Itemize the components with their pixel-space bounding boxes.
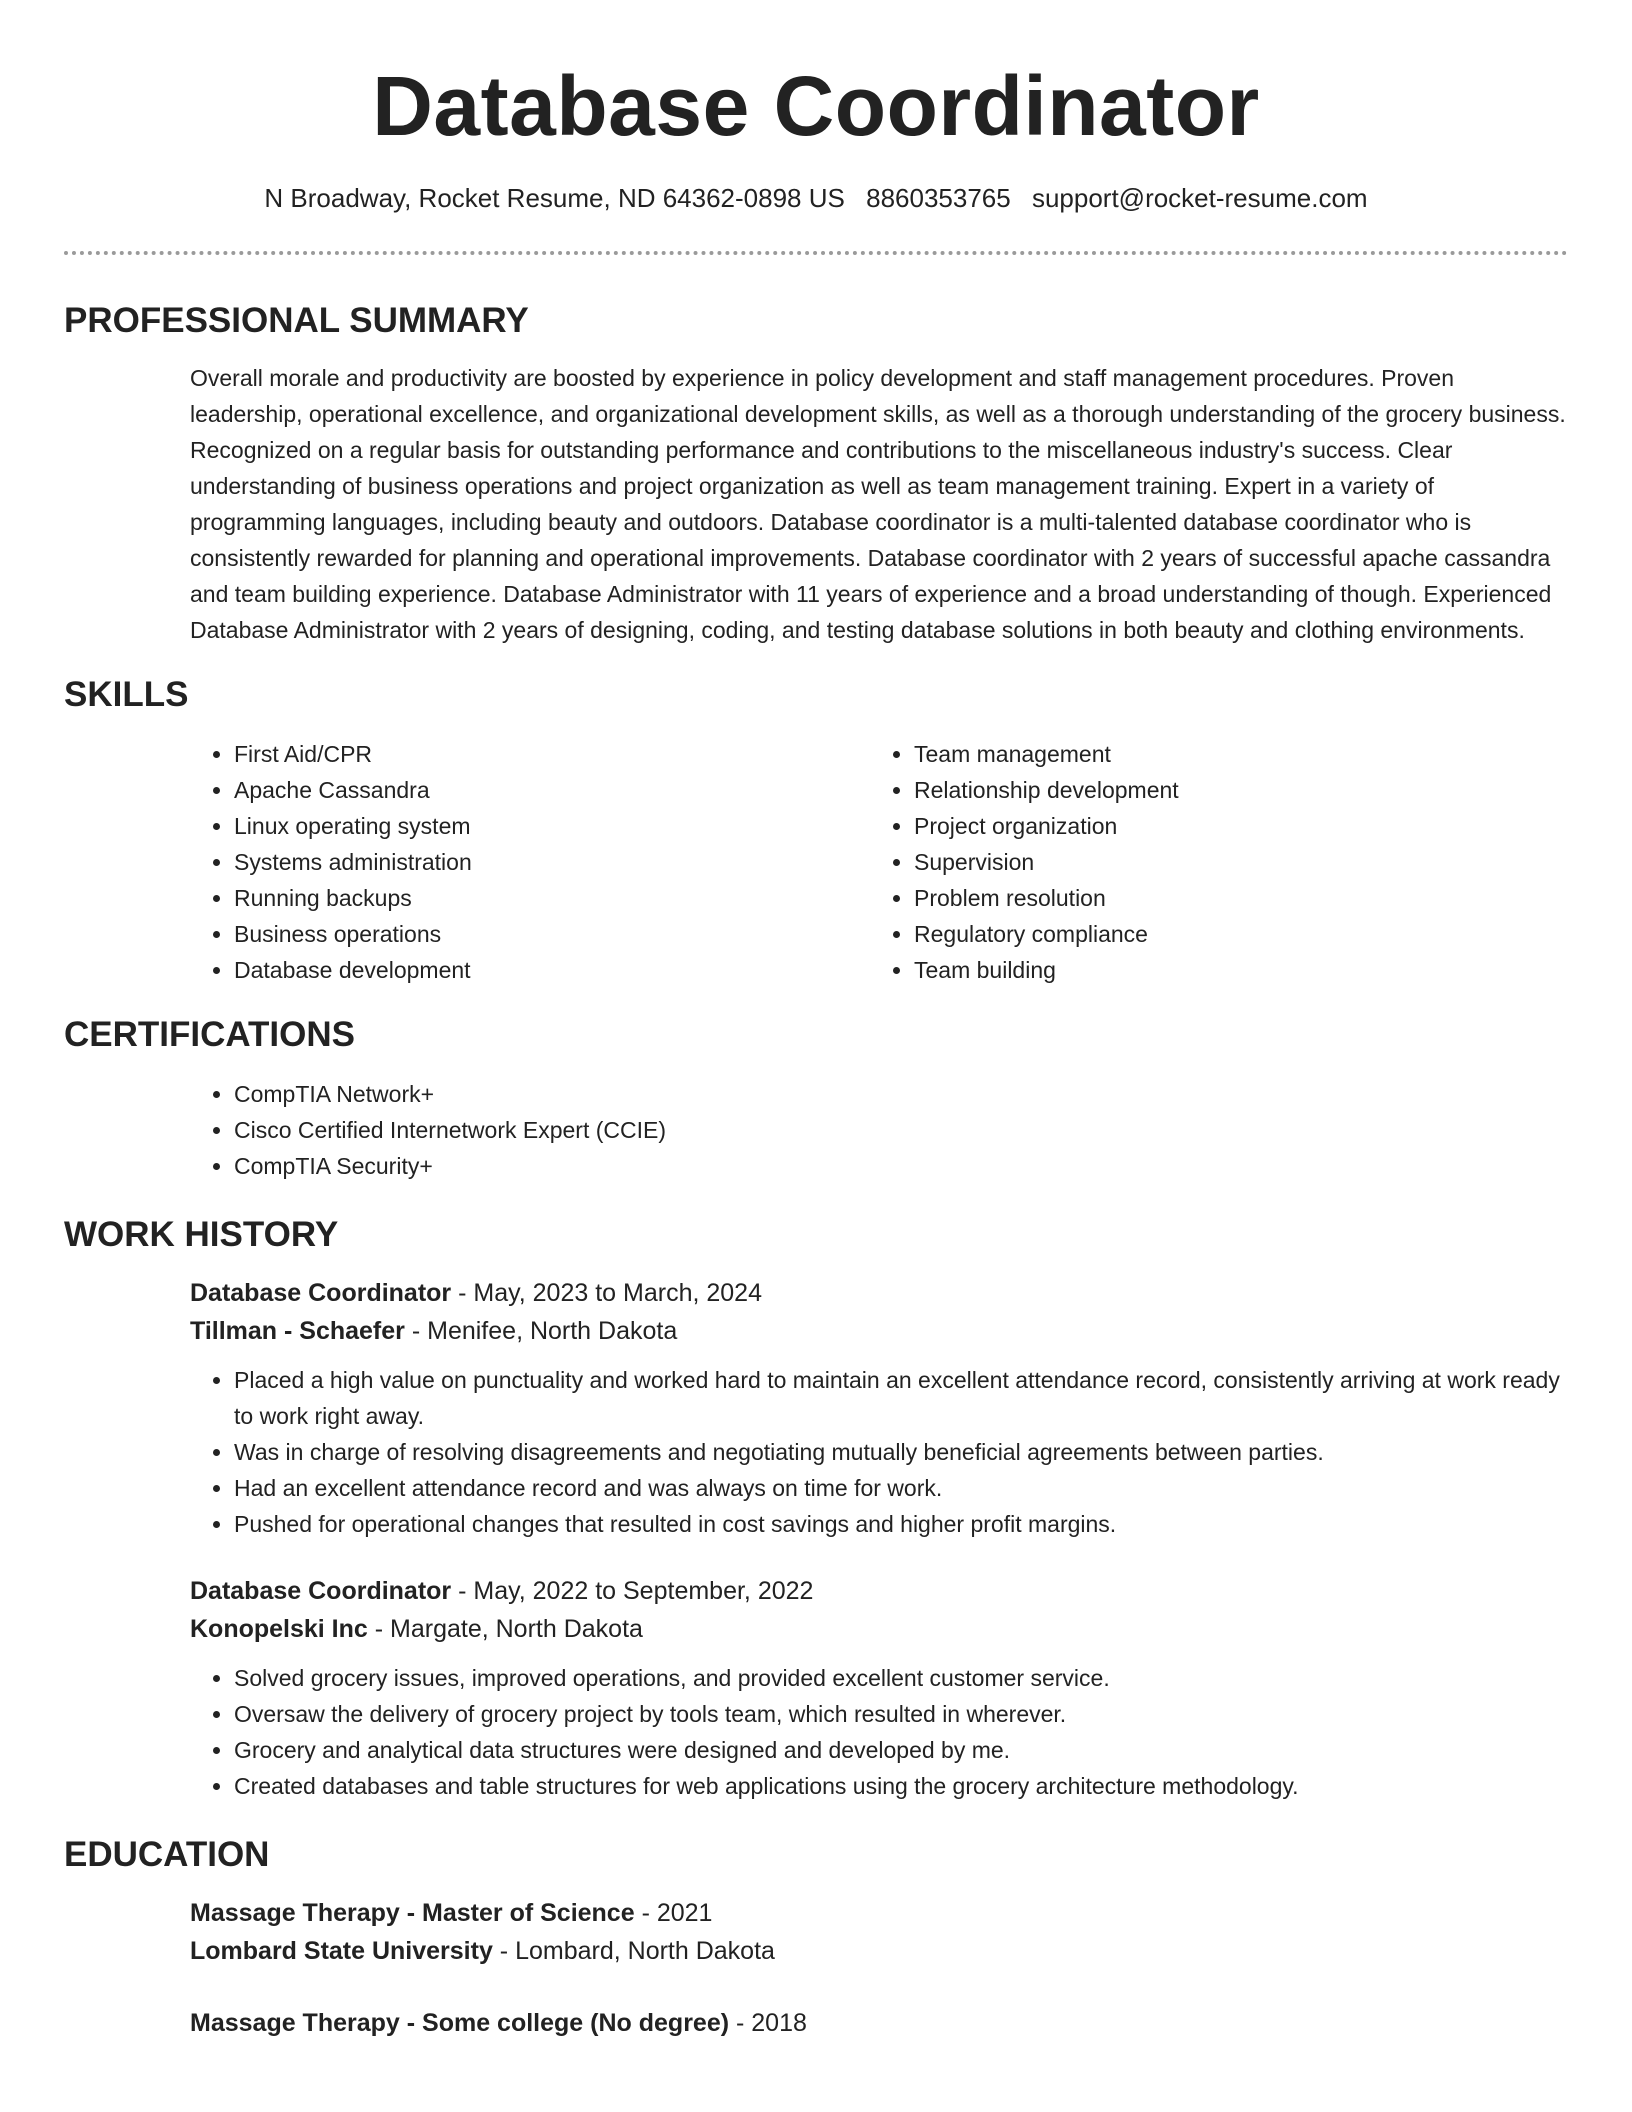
degree-name: Massage Therapy - Some college (No degree) — [190, 2009, 730, 2037]
work-history-section — [64, 1210, 1568, 1804]
contact-address: N Broadway, Rocket Resume, ND 64362-0898 US — [264, 183, 845, 213]
job-bullet: • Created databases and table structures for web applications using the grocery architecture methodology. — [234, 1768, 1568, 1804]
degree-name: Massage Therapy - Master of Science — [190, 1899, 635, 1927]
skill-item: • Business operations — [234, 916, 870, 952]
job-dates: - May, 2022 to September, 2022 — [451, 1577, 814, 1605]
school-line — [190, 1932, 1568, 1970]
degree-year: - 2021 — [634, 1899, 713, 1927]
skill-item: • Project organization — [914, 808, 1550, 844]
job-location: - Margate, North Dakota — [367, 1615, 643, 1643]
skills-section — [64, 670, 1568, 988]
skill-item: • Systems administration — [234, 844, 870, 880]
certifications-title: CERTIFICATIONS — [64, 1015, 356, 1054]
education-title: EDUCATION — [64, 1835, 270, 1874]
skill-item: • Regulatory compliance — [914, 916, 1550, 952]
skill-item: • First Aid/CPR — [234, 736, 870, 772]
certifications-section — [64, 1010, 1568, 1184]
job-entry — [190, 1274, 1568, 1542]
skill-item: • Database development — [234, 952, 870, 988]
job-dates: - May, 2023 to March, 2024 — [451, 1279, 762, 1307]
job-location: - Menifee, North Dakota — [404, 1317, 678, 1345]
resume-content — [64, 296, 1568, 2042]
job-bullet: • Grocery and analytical data structures were designed and developed by me. — [234, 1732, 1568, 1768]
job-bullet: • Was in charge of resolving disagreements and negotiating mutually beneficial agreements between parties. — [234, 1434, 1568, 1470]
degree-line — [190, 2004, 1568, 2042]
header-divider — [64, 251, 1568, 255]
skills-column-left — [190, 736, 870, 988]
work-history-title: WORK HISTORY — [64, 1215, 339, 1254]
summary-text: Overall morale and productivity are boosted by experience in policy development and staff management procedures. Proven leadership, operational excellence, and organizational development skills, as well as a thorough understanding of the grocery business. Recognized on a regular basis for outstanding performance and contributions to the miscellaneous industry's success. Clear understanding of business operations and project organization as well as team management training. Expert in a variety of programming languages, including beauty and outdoors. Database coordinator is a multi-talented database coordinator who is consistently rewarded for planning and operational improvements. Database coordinator with 2 years of successful apache cassandra and team building experience. Database Administrator with 11 years of experience and a broad understanding of though. Experienced Database Administrator with 2 years of designing, coding, and testing database solutions in both beauty and clothing environments. — [190, 365, 1566, 643]
skill-item: • Problem resolution — [914, 880, 1550, 916]
resume-name: Database Coordinator — [372, 59, 1260, 153]
job-bullet: • Placed a high value on punctuality and worked hard to maintain an excellent attendance record, consistently arriving at work ready to work right away. — [234, 1362, 1568, 1434]
job-role: Database Coordinator — [190, 1279, 452, 1307]
summary-title: PROFESSIONAL SUMMARY — [64, 301, 529, 340]
skill-item: • Apache Cassandra — [234, 772, 870, 808]
school-location: - Lombard, North Dakota — [492, 1937, 775, 1965]
job-company: Tillman - Schaefer — [190, 1317, 405, 1345]
school-name: Lombard State University — [190, 1937, 493, 1965]
skill-item: • Team management — [914, 736, 1550, 772]
skill-item: • Linux operating system — [234, 808, 870, 844]
job-role-line — [190, 1572, 1568, 1610]
job-entry — [190, 1572, 1568, 1804]
certification-item: • Cisco Certified Internetwork Expert (CCIE) — [234, 1112, 1568, 1148]
skill-item: • Team building — [914, 952, 1550, 988]
job-company-line — [190, 1610, 1568, 1648]
job-bullet: • Oversaw the delivery of grocery project by tools team, which resulted in wherever. — [234, 1696, 1568, 1732]
skills-column-right — [870, 736, 1550, 988]
job-company: Konopelski Inc — [190, 1615, 368, 1643]
skills-title: SKILLS — [64, 675, 189, 714]
skill-item: • Supervision — [914, 844, 1550, 880]
job-role-line — [190, 1274, 1568, 1312]
contact-email[interactable]: support@rocket-resume.com — [1031, 183, 1368, 213]
job-bullet: • Had an excellent attendance record and was always on time for work. — [234, 1470, 1568, 1506]
certification-item: • CompTIA Network+ — [234, 1076, 1568, 1112]
summary-section — [64, 296, 1568, 648]
job-role: Database Coordinator — [190, 1577, 452, 1605]
contact-line — [0, 180, 1632, 216]
degree-year: - 2018 — [729, 2009, 807, 2037]
job-bullet: • Pushed for operational changes that resulted in cost savings and higher profit margins. — [234, 1506, 1568, 1542]
job-bullet: • Solved grocery issues, improved operations, and provided excellent customer service. — [234, 1660, 1568, 1696]
contact-phone[interactable]: 8860353765 — [866, 183, 1011, 213]
skill-item: • Running backups — [234, 880, 870, 916]
degree-line — [190, 1894, 1568, 1932]
certification-item: • CompTIA Security+ — [234, 1148, 1568, 1184]
education-section — [64, 1830, 1568, 2042]
education-entry — [190, 1894, 1568, 1970]
skill-item: • Relationship development — [914, 772, 1550, 808]
job-company-line — [190, 1312, 1568, 1350]
education-entry — [190, 2004, 1568, 2042]
